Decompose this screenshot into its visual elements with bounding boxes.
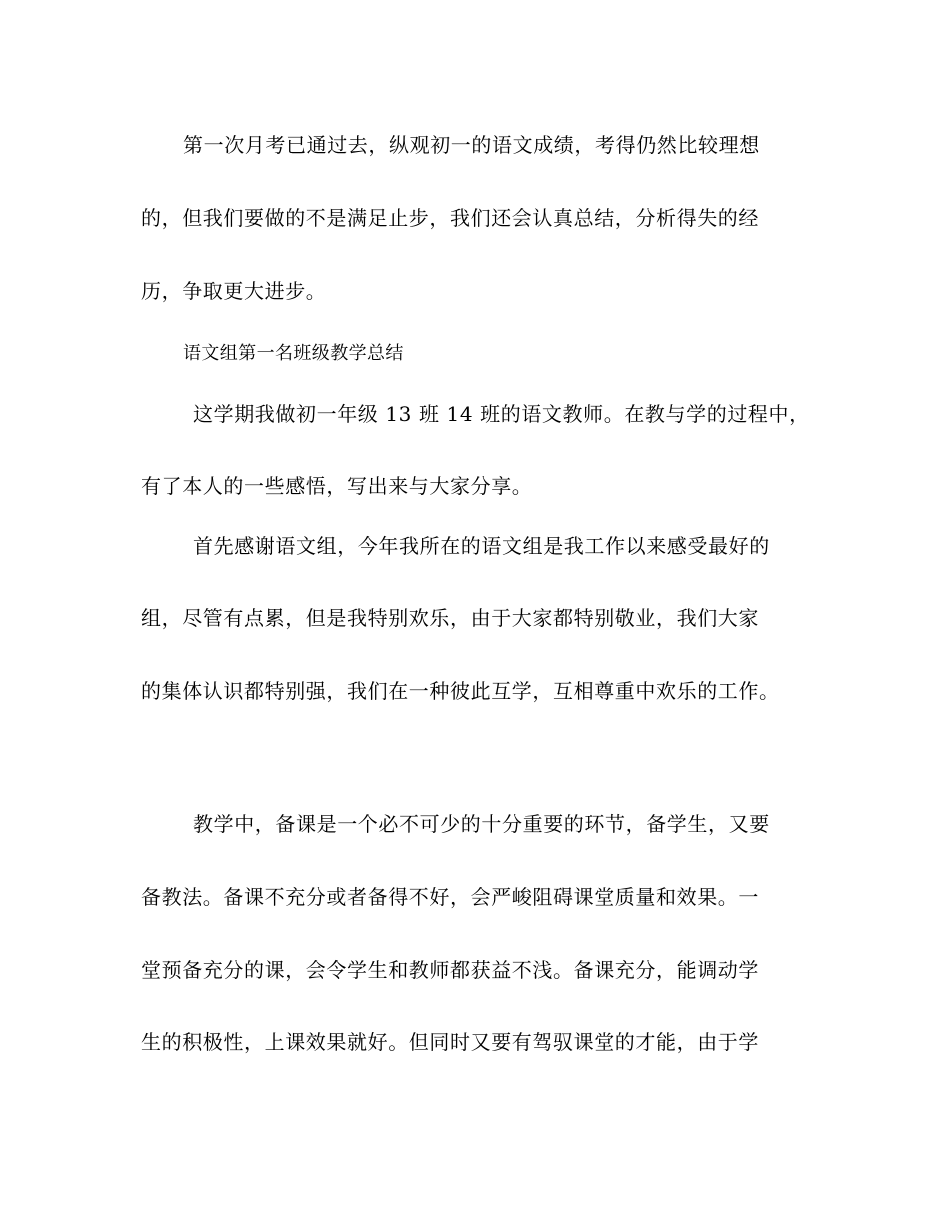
text-line-1: 第一次月考已通过去，纵观初一的语文成绩，考得仍然比较理想: [183, 133, 760, 157]
text-line-5: 这学期我做初一年级 13 班 14 班的语文教师。在教与学的过程中，: [193, 402, 810, 426]
text-line-11: 备教法。备课不充分或者备得不好，会严峻阻碍课堂质量和效果。一: [141, 885, 759, 909]
text-line-8: 组，尽管有点累，但是我特别欢乐，由于大家都特别敬业，我们大家: [141, 606, 759, 630]
text-line-6: 有了本人的一些感悟，写出来与大家分享。: [141, 474, 533, 498]
text-line-3: 历，争取更大进步。: [141, 279, 327, 303]
text-line-9: 的集体认识都特别强，我们在一种彼此互学，互相尊重中欢乐的工作。: [141, 679, 780, 703]
text-line-2: 的，但我们要做的不是满足止步，我们还会认真总结，分析得失的经: [141, 206, 759, 230]
text-line-7: 首先感谢语文组，今年我所在的语文组是我工作以来感受最好的: [193, 534, 770, 558]
section-heading: 语文组第一名班级教学总结: [183, 343, 404, 364]
text-line-13: 生的积极性，上课效果就好。但同时又要有驾驭课堂的才能，由于学: [141, 1030, 759, 1054]
text-line-10: 教学中，备课是一个必不可少的十分重要的环节，备学生，又要: [193, 812, 770, 836]
text-line-12: 堂预备充分的课，会令学生和教师都获益不浅。备课充分，能调动学: [141, 958, 759, 982]
